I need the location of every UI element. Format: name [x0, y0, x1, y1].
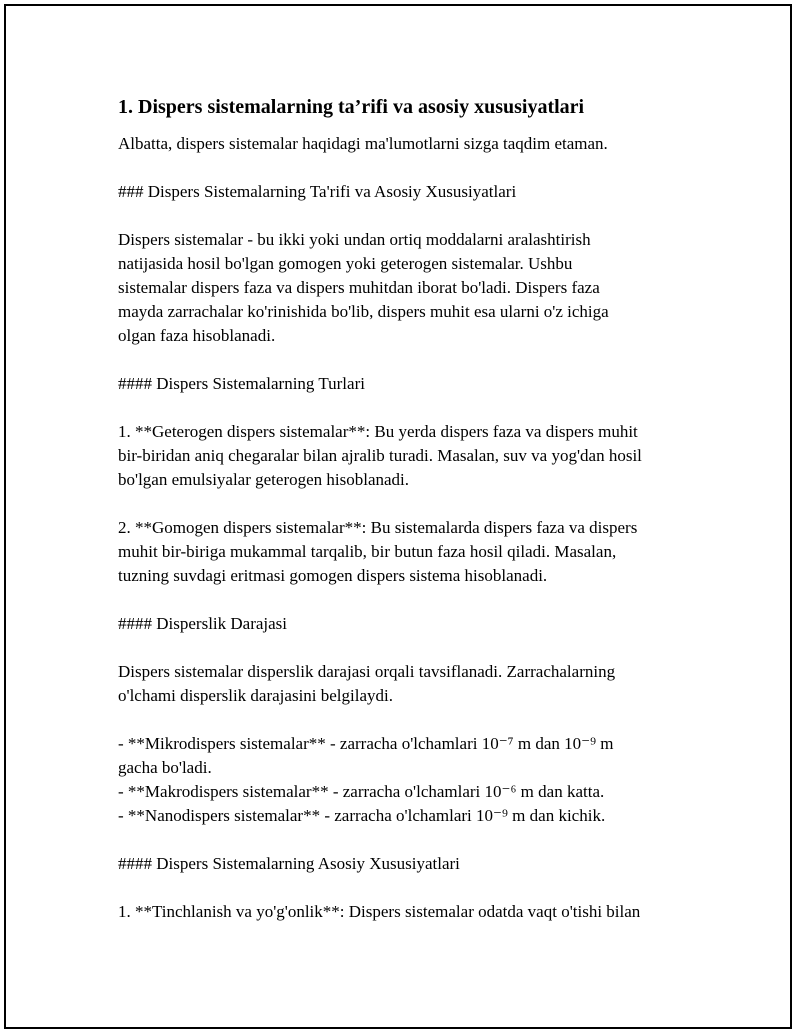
- text-line: tuzning suvdagi eritmasi gomogen dispers sistema hisoblanadi.: [118, 566, 548, 585]
- text-line: ### Dispers Sistemalarning Ta'rifi va Asosiy Xususiyatlari: [118, 182, 517, 201]
- paragraph-heterogeneous: [118, 420, 708, 492]
- paragraph-markdown-h4-degree: [118, 612, 708, 636]
- list-item: - **Nanodispers sistemalar** - zarracha o'lchamlari 10⁻⁹ m dan kichik.: [118, 806, 606, 825]
- text-line: muhit bir-biriga mukammal tarqalib, bir butun faza hosil qiladi. Masalan,: [118, 542, 617, 561]
- paragraph-properties: [118, 900, 708, 924]
- text-line: 1. **Geterogen dispers sistemalar**: Bu yerda dispers faza va dispers muhit: [118, 422, 638, 441]
- text-line: sistemalar dispers faza va dispers muhitdan iborat bo'ladi. Dispers faza: [118, 278, 600, 297]
- document-body: [118, 94, 708, 924]
- list-item: - **Mikrodispers sistemalar** - zarracha o'lchamlari 10⁻⁷ m dan 10⁻⁹ m: [118, 734, 614, 753]
- paragraph-intro: [118, 132, 708, 156]
- text-line: #### Disperslik Darajasi: [118, 614, 288, 633]
- text-line: Dispers sistemalar - bu ikki yoki undan ortiq moddalarni aralashtirish: [118, 230, 591, 249]
- text-line: natijasida hosil bo'lgan gomogen yoki geterogen sistemalar. Ushbu: [118, 254, 573, 273]
- paragraph-degree: [118, 660, 708, 708]
- paragraph-size-list: [118, 732, 708, 828]
- text-line: bo'lgan emulsiyalar geterogen hisoblanadi.: [118, 470, 410, 489]
- section-heading: 1. Dispers sistemalarning ta’rifi va asosiy xususiyatlari: [118, 96, 585, 118]
- paragraph-markdown-h4-types: [118, 372, 708, 396]
- list-item: - **Makrodispers sistemalar** - zarracha o'lchamlari 10⁻⁶ m dan katta.: [118, 782, 605, 801]
- paragraph-definition: [118, 228, 708, 348]
- text-line: mayda zarrachalar ko'rinishida bo'lib, dispers muhit esa ularni o'z ichiga: [118, 302, 609, 321]
- text-line: o'lchami disperslik darajasini belgilaydi.: [118, 686, 393, 705]
- text-line: olgan faza hisoblanadi.: [118, 326, 276, 345]
- text-line: #### Dispers Sistemalarning Asosiy Xususiyatlari: [118, 854, 460, 873]
- text-line: #### Dispers Sistemalarning Turlari: [118, 374, 365, 393]
- paragraph-homogeneous: [118, 516, 708, 588]
- text-line: Albatta, dispers sistemalar haqidagi ma'lumotlarni sizga taqdim etaman.: [118, 134, 608, 153]
- text-line: bir-biridan aniq chegaralar bilan ajralib turadi. Masalan, suv va yog'dan hosil: [118, 446, 642, 465]
- text-line: 1. **Tinchlanish va yo'g'onlik**: Dispers sistemalar odatda vaqt o'tishi bilan: [118, 902, 641, 921]
- text-line: Dispers sistemalar disperslik darajasi orqali tavsiflanadi. Zarrachalarning: [118, 662, 616, 681]
- text-line: 2. **Gomogen dispers sistemalar**: Bu sistemalarda dispers faza va dispers: [118, 518, 638, 537]
- text-line: gacha bo'ladi.: [118, 758, 212, 777]
- paragraph-markdown-h3: [118, 180, 708, 204]
- paragraph-markdown-h4-properties: [118, 852, 708, 876]
